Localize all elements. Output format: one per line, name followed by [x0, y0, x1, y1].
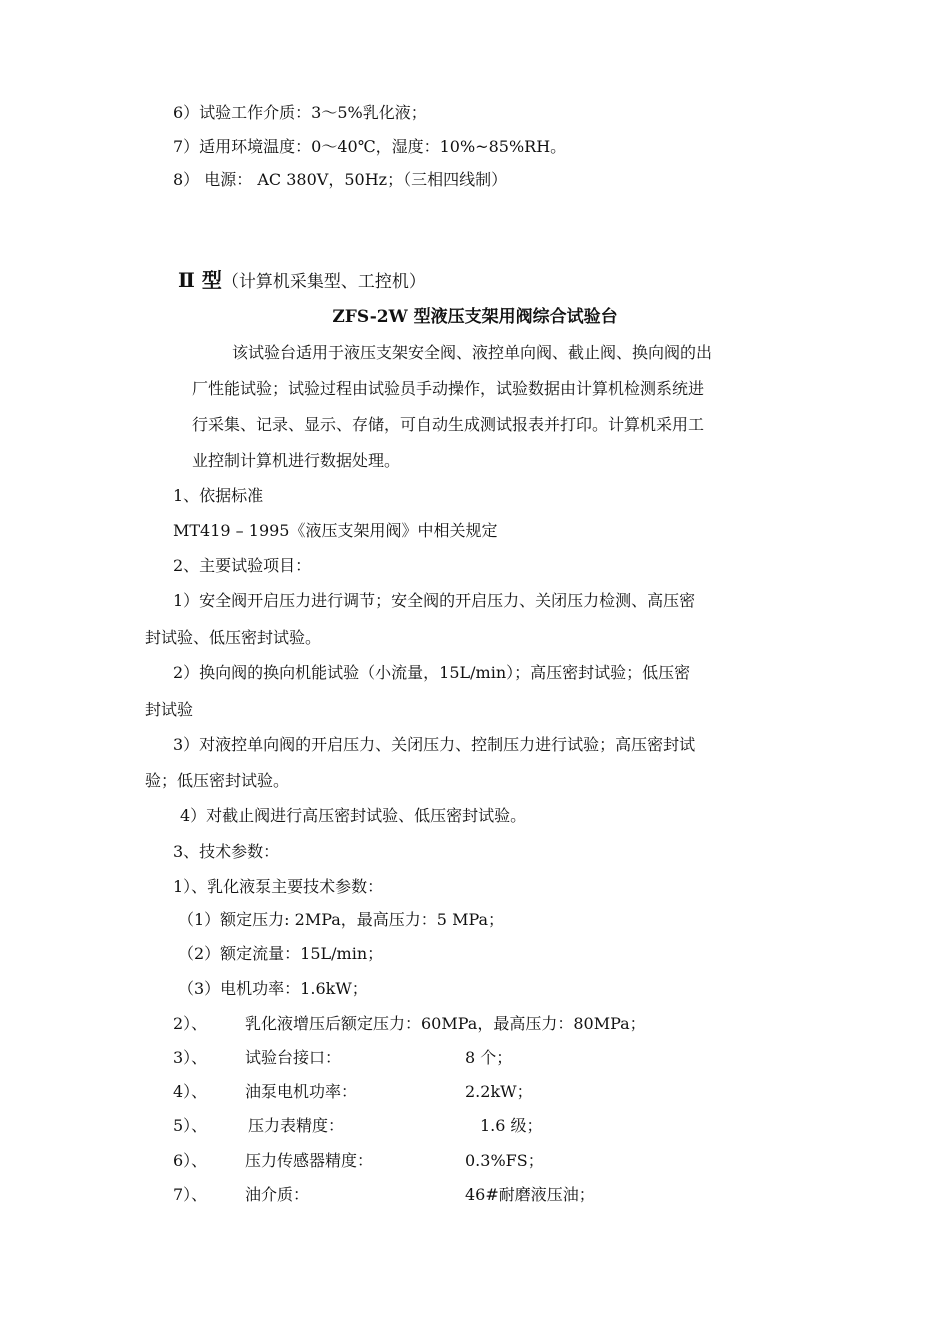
param-value: 0.3%FS；	[465, 1151, 544, 1170]
param-value: 8 个；	[465, 1048, 513, 1067]
pump-heading: 1）、乳化液泵主要技术参数：	[173, 877, 384, 896]
params-heading: 3、技术参数：	[173, 842, 280, 861]
test-line: 1）安全阀开启压力进行调节；安全阀的开启压力、关闭压力检测、高压密	[173, 591, 696, 610]
intro-line: 该试验台适用于液压支架安全阀、液控单向阀、截止阀、换向阀的出	[232, 343, 713, 362]
param-value: 1.6 级；	[480, 1116, 543, 1135]
standard-text: MT419 – 1995《液压支架用阀》中相关规定	[173, 521, 498, 540]
top-item-6: 6）试验工作介质：3～5%乳化液；	[173, 103, 427, 122]
param-label: 油泵电机功率：	[245, 1082, 358, 1101]
top-item-8: 8） 电源： AC 380V，50Hz；（三相四线制）	[173, 170, 508, 189]
param-value: 46#耐磨液压油；	[465, 1185, 595, 1204]
param-num: 6）、	[173, 1151, 208, 1170]
intro-line: 业控制计算机进行数据处理。	[192, 451, 401, 470]
section-subtitle: （计算机采集型、工控机）	[221, 272, 426, 292]
pump-item: （1）额定压力: 2MPa，最高压力：5 MPa；	[178, 910, 505, 929]
test-line: 验；低压密封试验。	[145, 771, 290, 790]
test-line: 4）对截止阀进行高压密封试验、低压密封试验。	[180, 806, 527, 825]
test-line: 2）换向阀的换向机能试验（小流量，15L/min）；高压密封试验；低压密	[173, 663, 691, 682]
param-label: 压力传感器精度：	[245, 1151, 374, 1170]
test-line: 3）对液控单向阀的开启压力、关闭压力、控制压力进行试验；高压密封试	[173, 735, 696, 754]
param-label: 试验台接口：	[245, 1048, 342, 1067]
param-label: 油介质：	[245, 1185, 310, 1204]
param-value: 2.2kW；	[465, 1082, 533, 1101]
param-num: 7）、	[173, 1185, 208, 1204]
top-item-7: 7）适用环境温度：0～40℃，湿度：10%~85%RH。	[173, 137, 567, 156]
param-num: 4）、	[173, 1082, 208, 1101]
section-mark: Ⅱ 型	[178, 268, 222, 292]
intro-line: 行采集、记录、显示、存储，可自动生成测试报表并打印。计算机采用工	[192, 415, 705, 434]
section-heading	[178, 270, 426, 292]
pump-item: （2）额定流量：15L/min；	[178, 944, 384, 963]
test-line: 封试验、低压密封试验。	[145, 628, 322, 647]
param-num: 3）、	[173, 1048, 208, 1067]
param-num: 2）、	[173, 1014, 208, 1033]
standard-heading: 1、依据标准	[173, 486, 264, 505]
tests-heading: 2、主要试验项目：	[173, 556, 312, 575]
test-line: 封试验	[145, 700, 194, 719]
param-label: 压力表精度：	[248, 1116, 345, 1135]
document-title: ZFS-2W 型液压支架用阀综合试验台	[332, 307, 618, 327]
param-label: 乳化液增压后额定压力：60MPa，最高压力：80MPa；	[245, 1014, 646, 1033]
intro-line: 厂性能试验；试验过程由试验员手动操作，试验数据由计算机检测系统进	[192, 379, 705, 398]
param-num: 5）、	[173, 1116, 208, 1135]
pump-item: （3）电机功率：1.6kW；	[178, 979, 368, 998]
